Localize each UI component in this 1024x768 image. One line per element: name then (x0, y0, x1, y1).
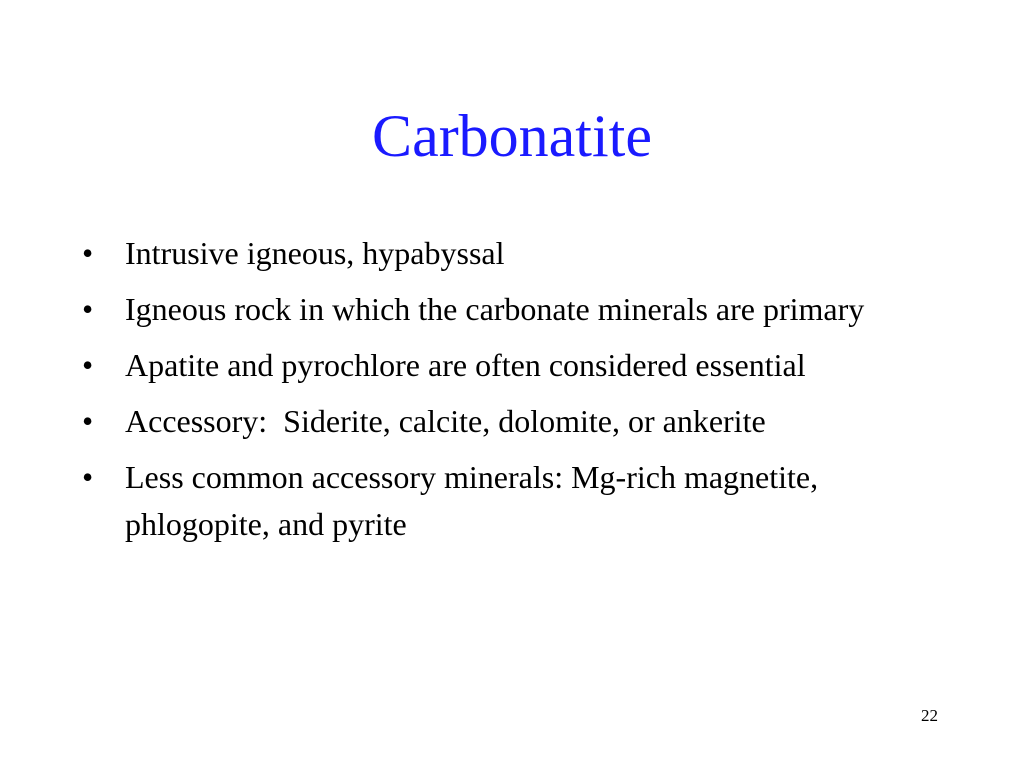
bullet-icon: • (82, 235, 94, 271)
bullet-text: Igneous rock in which the carbonate minerals are primary (125, 291, 865, 327)
bullet-icon: • (82, 459, 94, 495)
bullet-text: Accessory: Siderite, calcite, dolomite, or ankerite (125, 403, 766, 439)
bullet-item (82, 230, 962, 277)
bullet-text: Apatite and pyrochlore are often considered essential (125, 347, 806, 383)
bullet-item (82, 454, 962, 548)
bullet-item (82, 286, 962, 333)
bullet-item (82, 398, 962, 445)
bullet-list (82, 230, 962, 557)
bullet-icon: • (82, 347, 94, 383)
bullet-icon: • (82, 291, 94, 327)
page-number: 22 (921, 706, 938, 725)
bullet-text: Less common accessory minerals: Mg-rich magnetite, phlogopite, and pyrite (125, 459, 827, 542)
slide-title: Carbonatite (372, 103, 652, 169)
bullet-icon: • (82, 403, 94, 439)
bullet-text: Intrusive igneous, hypabyssal (125, 235, 505, 271)
bullet-item (82, 342, 962, 389)
